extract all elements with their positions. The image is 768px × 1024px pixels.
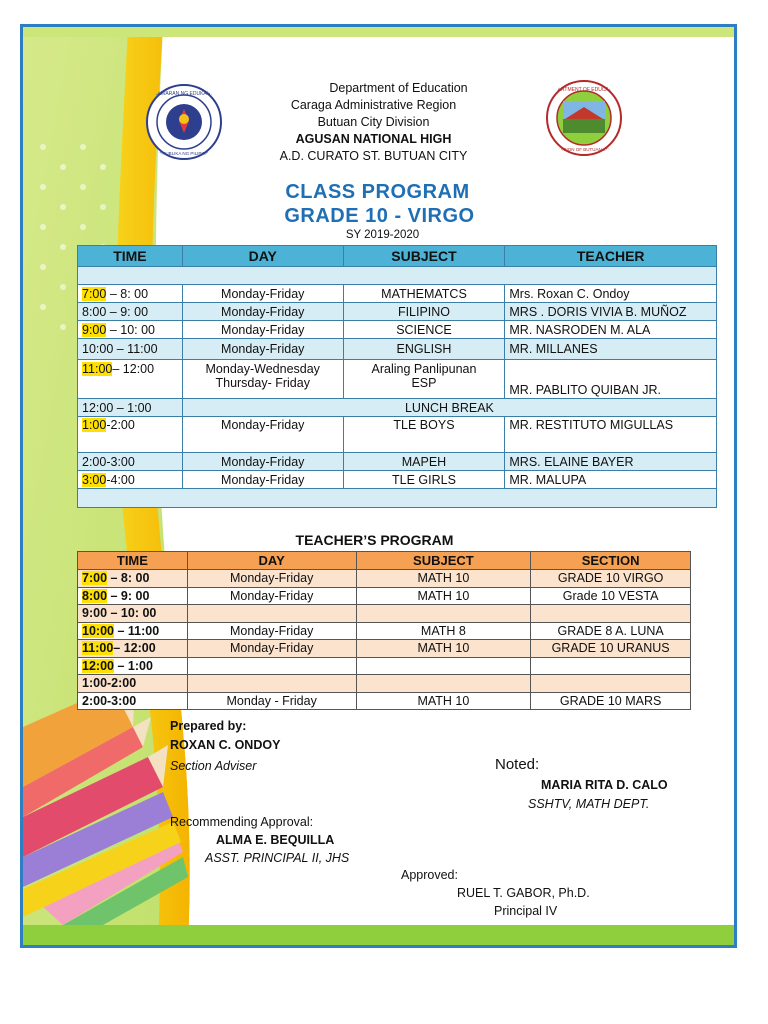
teacher-cell: Mrs. Roxan C. Ondoy [505, 285, 717, 303]
teacher-cell: MR. MILLANES [505, 339, 717, 360]
class-program-table [77, 245, 717, 508]
subject-cell: FILIPINO [343, 303, 505, 321]
subject-cell: TLE BOYS [343, 417, 505, 453]
col-header-subject: SUBJECT [343, 246, 505, 267]
time-cell: 8:00 – 9: 00 [78, 587, 188, 605]
col-header-time: TIME [78, 246, 183, 267]
class-program-title: CLASS PROGRAM [285, 181, 470, 203]
subject-cell: MATH 10 [356, 692, 531, 710]
time-cell: 11:00– 12:00 [78, 360, 183, 399]
section-cell [531, 657, 691, 675]
subject-cell: Araling Panlipunan ESP [343, 360, 505, 399]
day-cell: Monday-Friday [182, 453, 343, 471]
subject-cell: SCIENCE [343, 321, 505, 339]
table-row [78, 587, 691, 605]
col-header-teacher: TEACHER [505, 246, 717, 267]
teacher-cell: MRS . DORIS VIVIA B. MUÑOZ [505, 303, 717, 321]
teacher-cell: MR. MALUPA [505, 471, 717, 489]
lunch-break-cell: LUNCH BREAK [182, 399, 716, 417]
time-cell: 2:00-3:00 [78, 692, 188, 710]
table-header-row [78, 246, 717, 267]
table-row [78, 675, 691, 693]
day-cell: Monday-Friday [182, 471, 343, 489]
table-row [78, 285, 717, 303]
time-cell: 12:00 – 1:00 [78, 657, 188, 675]
recommending-name: ALMA E. BEQUILLA [216, 833, 335, 847]
section-cell: GRADE 10 URANUS [531, 640, 691, 658]
section-cell: GRADE 10 VIRGO [531, 570, 691, 588]
subject-cell: MAPEH [343, 453, 505, 471]
section-cell: GRADE 8 A. LUNA [531, 622, 691, 640]
day-cell: Monday-Friday [182, 339, 343, 360]
header-division: Butuan City Division [317, 115, 430, 129]
subject-cell [356, 675, 531, 693]
approved-name: RUEL T. GABOR, Ph.D. [457, 886, 590, 900]
teacher-cell: MRS. ELAINE BAYER [505, 453, 717, 471]
day-cell: Monday - Friday [187, 692, 356, 710]
noted-label: Noted: [495, 756, 540, 773]
time-cell: 8:00 – 9: 00 [78, 303, 183, 321]
svg-text:DIVISION OF BUTUAN CITY: DIVISION OF BUTUAN CITY [554, 147, 614, 152]
time-cell: 1:00-2:00 [78, 675, 188, 693]
day-cell: Monday-Friday [182, 303, 343, 321]
col-header-day: DAY [182, 246, 343, 267]
teacher-program-title: TEACHER’S PROGRAM [295, 532, 454, 548]
prepared-by-title: Section Adviser [170, 759, 257, 773]
header-department: Department of Education [329, 81, 468, 95]
header-region: Caraga Administrative Region [290, 98, 457, 112]
col-header-section: SECTION [531, 552, 691, 570]
time-cell: 2:00-3:00 [78, 453, 183, 471]
svg-text:DEPARTMENT OF EDUCATION: DEPARTMENT OF EDUCATION [547, 87, 621, 93]
day-cell: Monday-Friday [187, 622, 356, 640]
teacher-cell: MR. NASRODEN M. ALA [505, 321, 717, 339]
day-cell: Monday-Friday [182, 285, 343, 303]
section-cell: Grade 10 VESTA [531, 587, 691, 605]
recommending-label: Recommending Approval: [170, 815, 314, 829]
subject-cell: MATHEMATCS [343, 285, 505, 303]
day-cell: Monday-Friday [182, 417, 343, 453]
subject-cell: MATH 8 [356, 622, 531, 640]
day-cell [187, 605, 356, 623]
table-row [78, 570, 691, 588]
day-cell: Monday-Friday [187, 640, 356, 658]
school-year: SY 2019-2020 [345, 229, 420, 241]
day-cell: Monday-Friday [182, 321, 343, 339]
table-row [78, 471, 717, 489]
subject-cell: ENGLISH [343, 339, 505, 360]
subject-cell: MATH 10 [356, 640, 531, 658]
time-cell: 10:00 – 11:00 [78, 622, 188, 640]
teacher-cell: MR. PABLITO QUIBAN JR. [505, 360, 717, 399]
time-cell: 7:00 – 8: 00 [78, 285, 183, 303]
day-cell: Monday-Wednesday Thursday- Friday [182, 360, 343, 399]
table-row [78, 657, 691, 675]
prepared-by-label: Prepared by: [170, 719, 247, 733]
class-program-grade: GRADE 10 - VIRGO [284, 205, 475, 227]
col-header-time: TIME [78, 552, 188, 570]
time-cell: 3:00-4:00 [78, 471, 183, 489]
table-row-spacer [78, 267, 717, 285]
day-cell: Monday-Friday [187, 570, 356, 588]
teacher-cell: MR. RESTITUTO MIGULLAS [505, 417, 717, 453]
document-frame [20, 24, 737, 948]
time-cell: 9:00 – 10: 00 [78, 321, 183, 339]
col-header-subject: SUBJECT [356, 552, 531, 570]
noted-name: MARIA RITA D. CALO [541, 778, 668, 792]
table-row [78, 321, 717, 339]
svg-text:KAGAWARAN NG EDUKASYON: KAGAWARAN NG EDUKASYON [147, 91, 221, 97]
subject-cell [356, 605, 531, 623]
table-row [78, 622, 691, 640]
header-address: A.D. CURATO ST. BUTUAN CITY [279, 149, 468, 163]
day-cell: Monday-Friday [187, 587, 356, 605]
table-row-lunch [78, 399, 717, 417]
approved-label: Approved: [401, 868, 458, 882]
time-cell: 9:00 – 10: 00 [78, 605, 188, 623]
day-cell [187, 657, 356, 675]
prepared-by-name: ROXAN C. ONDOY [170, 738, 281, 752]
table-row [78, 303, 717, 321]
col-header-day: DAY [187, 552, 356, 570]
section-cell [531, 605, 691, 623]
noted-title: SSHTV, MATH DEPT. [528, 797, 650, 811]
day-cell [187, 675, 356, 693]
table-row [78, 339, 717, 360]
teacher-program-table [77, 551, 691, 710]
time-cell: 12:00 – 1:00 [78, 399, 183, 417]
subject-cell: TLE GIRLS [343, 471, 505, 489]
approved-title: Principal IV [494, 904, 558, 918]
header-school: AGUSAN NATIONAL HIGH [295, 132, 452, 146]
table-row [78, 605, 691, 623]
time-cell: 11:00– 12:00 [78, 640, 188, 658]
subject-cell: MATH 10 [356, 587, 531, 605]
content [23, 27, 734, 945]
svg-text:REPUBLIKA NG PILIPINAS: REPUBLIKA NG PILIPINAS [156, 151, 212, 156]
table-row [78, 417, 717, 453]
recommending-title: ASST. PRINCIPAL II, JHS [205, 851, 350, 865]
table-row [78, 360, 717, 399]
section-cell [531, 675, 691, 693]
time-cell: 7:00 – 8: 00 [78, 570, 188, 588]
table-row-spacer [78, 489, 717, 508]
table-row [78, 453, 717, 471]
section-cell: GRADE 10 MARS [531, 692, 691, 710]
subject-cell [356, 657, 531, 675]
table-header-row [78, 552, 691, 570]
time-cell: 1:00-2:00 [78, 417, 183, 453]
time-cell: 10:00 – 11:00 [78, 339, 183, 360]
subject-cell: MATH 10 [356, 570, 531, 588]
table-row [78, 640, 691, 658]
table-row [78, 692, 691, 710]
